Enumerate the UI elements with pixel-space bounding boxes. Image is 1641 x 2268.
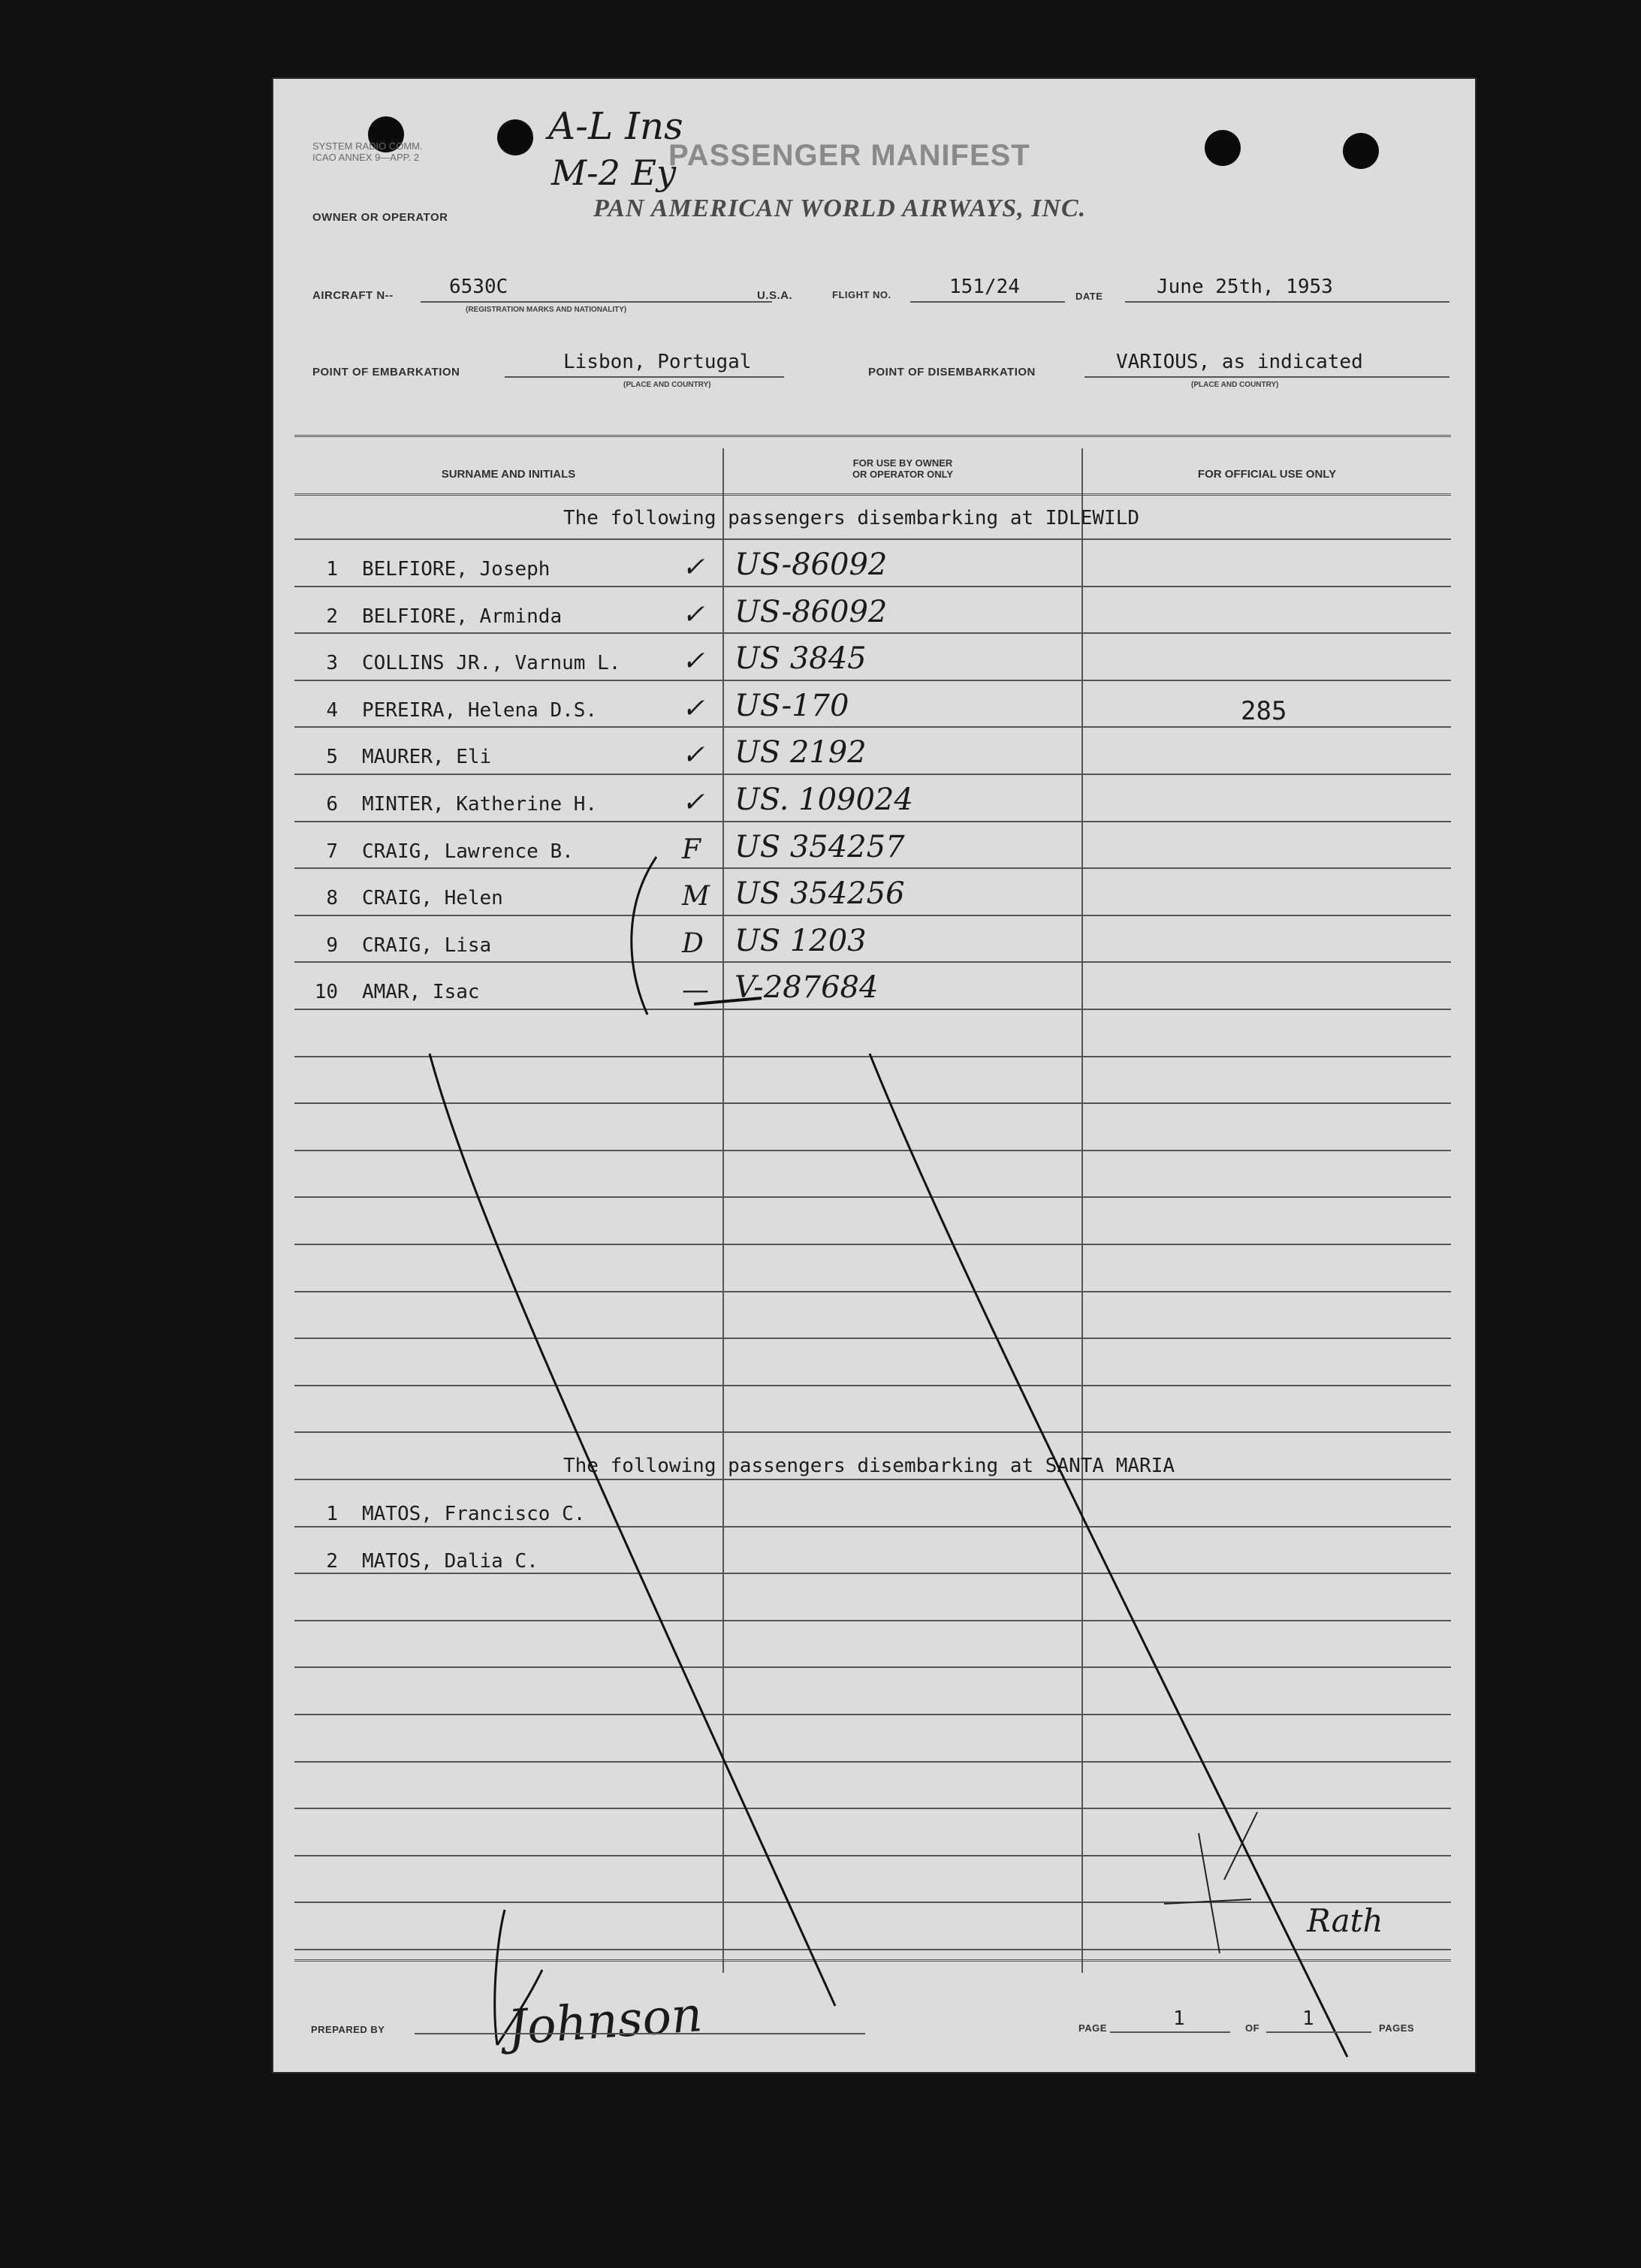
passenger-number: 1 — [326, 558, 338, 581]
pages-label: PAGES — [1379, 2022, 1415, 2034]
passenger-number: 4 — [326, 699, 338, 722]
flight-value: 151/24 — [949, 276, 1020, 298]
embarkation-sublabel: (PLACE AND COUNTRY) — [623, 381, 711, 389]
disembarkation-label: POINT OF DISEMBARKATION — [868, 366, 1036, 379]
passenger-number: 10 — [314, 981, 338, 1003]
aircraft-sublabel: (REGISTRATION MARKS AND NATIONALITY) — [466, 306, 627, 314]
operator-passport-note: US 3845 — [735, 641, 867, 676]
checkmark: D — [682, 928, 704, 959]
checkmark: M — [682, 881, 710, 912]
passenger-number: 1 — [326, 1503, 338, 1525]
dash-mark — [694, 998, 762, 1004]
form-title: PASSENGER MANIFEST — [668, 139, 1030, 172]
passenger-name: PEREIRA, Helena D.S. — [362, 699, 598, 722]
passenger-name: AMAR, Isac — [362, 981, 480, 1003]
official-cross — [1164, 1812, 1257, 1953]
checkmark: ✓ — [682, 599, 705, 630]
preparer-signature: Johnson — [505, 1987, 704, 2056]
passenger-name: MATOS, Dalia C. — [362, 1550, 538, 1573]
usa-label: U.S.A. — [757, 289, 793, 302]
operator-passport-note: US 354257 — [735, 830, 905, 864]
passenger-number: 3 — [326, 652, 338, 674]
column-header-surname: SURNAME AND INITIALS — [441, 468, 576, 481]
passenger-name: CRAIG, Lawrence B. — [362, 840, 574, 863]
official-entry: 285 — [1241, 696, 1287, 726]
passenger-name: BELFIORE, Arminda — [362, 605, 563, 628]
embarkation-label: POINT OF EMBARKATION — [312, 366, 460, 379]
checkmark: ✓ — [682, 646, 705, 677]
bracket-mark — [632, 857, 656, 1015]
handwritten-note: M-2 Ey — [551, 152, 677, 193]
passenger-number: 2 — [326, 605, 338, 628]
passenger-name: CRAIG, Helen — [362, 887, 503, 909]
official-initials: Rath — [1307, 1902, 1383, 1939]
disembarkation-value: VARIOUS, as indicated — [1116, 351, 1363, 373]
section-heading-santa-maria: The following passengers disembarking at SANTA MARIA — [563, 1455, 1175, 1477]
passenger-number: 2 — [326, 1550, 338, 1573]
page-label: PAGE — [1078, 2022, 1107, 2034]
flight-label: FLIGHT NO. — [832, 289, 891, 300]
passenger-number: 9 — [326, 934, 338, 957]
prepared-by-label: PREPARED BY — [311, 2024, 385, 2035]
passenger-name: MAURER, Eli — [362, 746, 492, 768]
passenger-name: BELFIORE, Joseph — [362, 558, 551, 581]
passenger-name: MATOS, Francisco C. — [362, 1503, 586, 1525]
passenger-number: 8 — [326, 887, 338, 909]
date-value: June 25th, 1953 — [1157, 276, 1333, 298]
checkmark: — — [682, 975, 709, 1006]
checkmark: ✓ — [682, 787, 705, 818]
operator-passport-note: US 354256 — [735, 876, 905, 911]
embarkation-value: Lisbon, Portugal — [563, 351, 752, 373]
checkmark: ✓ — [682, 552, 705, 583]
company-name: PAN AMERICAN WORLD AIRWAYS, INC. — [593, 195, 1087, 222]
page-number: 1 — [1173, 2007, 1185, 2030]
section-heading-idlewild: The following passengers disembarking at IDLEWILD — [563, 507, 1140, 529]
aircraft-label: AIRCRAFT N-- — [312, 289, 394, 302]
passenger-number: 5 — [326, 746, 338, 768]
checkmark: ✓ — [682, 693, 705, 724]
checkmark: ✓ — [682, 740, 705, 771]
column-header-operator: FOR USE BY OWNER OR OPERATOR ONLY — [852, 457, 954, 480]
operator-passport-note: US-170 — [735, 689, 849, 723]
handwritten-note: A-L Ins — [548, 104, 683, 148]
operator-passport-note: US. 109024 — [735, 783, 913, 817]
operator-passport-note: US-86092 — [735, 595, 888, 629]
operator-passport-note: V-287684 — [735, 970, 879, 1005]
date-label: DATE — [1075, 291, 1103, 302]
column-header-official: FOR OFFICIAL USE ONLY — [1197, 468, 1337, 481]
passenger-name: CRAIG, Lisa — [362, 934, 492, 957]
operator-passport-note: US 1203 — [735, 924, 867, 958]
strike-line — [430, 1054, 835, 2006]
strike-line — [870, 1054, 1347, 2057]
passenger-name: MINTER, Katherine H. — [362, 793, 598, 816]
checkmark: F — [682, 834, 701, 865]
manifest-sheet — [272, 77, 1477, 2073]
operator-passport-note: US 2192 — [735, 735, 867, 770]
form-code: SYSTEM RADIO COMM. ICAO ANNEX 9—APP. 2 — [312, 140, 423, 163]
passenger-number: 6 — [326, 793, 338, 816]
strike-marks — [272, 77, 1477, 2073]
page-total: 1 — [1302, 2007, 1314, 2030]
operator-passport-note: US-86092 — [735, 547, 888, 582]
passenger-name: COLLINS JR., Varnum L. — [362, 652, 621, 674]
passenger-number: 7 — [326, 840, 338, 863]
disembarkation-sublabel: (PLACE AND COUNTRY) — [1191, 381, 1279, 389]
aircraft-value: 6530C — [449, 276, 508, 298]
owner-label: OWNER OR OPERATOR — [312, 211, 448, 224]
of-label: OF — [1245, 2022, 1260, 2034]
